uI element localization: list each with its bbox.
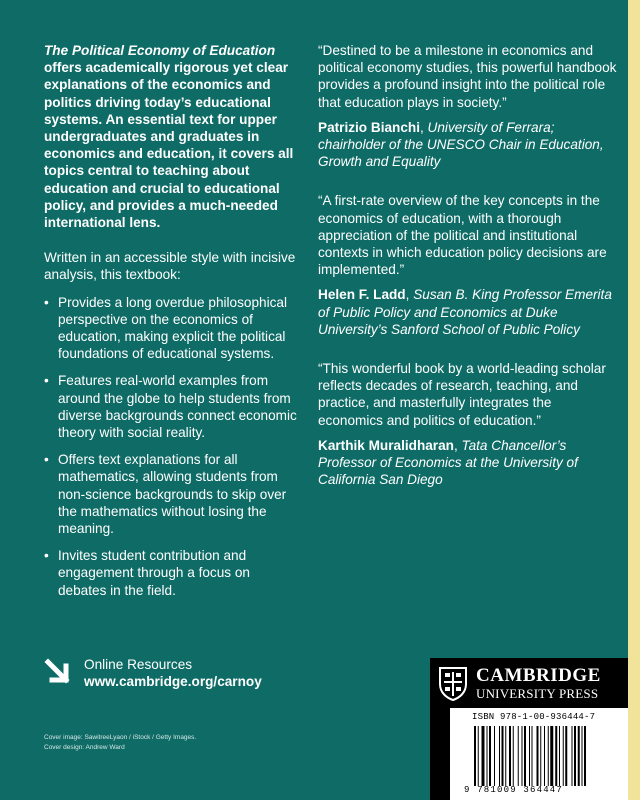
cambridge-shield-icon [438,666,468,702]
book-title: The Political Economy of Education [44,43,276,58]
endorser-name: Helen F. Ladd [318,287,406,303]
feature-list [44,294,302,599]
endorser-name: Karthik Muralidharan [318,437,454,453]
isbn-label: ISBN 978-1-00-936444-7 [472,712,596,722]
online-resources[interactable] [44,656,262,690]
bullet-icon: • [44,548,49,564]
endorsement [318,192,618,338]
arrow-down-right-icon [44,658,74,688]
list-item: • Offers text explanations for all mathematics, allowing students from non-science backgrounds to skip over the mathematics without losing the meaning. [44,452,287,537]
description-column [44,42,302,609]
quote-attribution: Helen F. Ladd, Susan B. King Professor Emerita of Public Policy and Economics at Duke University’s Sanford School of Public Policy [318,287,612,337]
quote-attribution: Karthik Muralidharan, Tata Chancellor’s Professor of Economics at the University of California San Diego [318,437,578,488]
online-resources-link[interactable]: www.cambridge.org/carnoy [84,674,262,689]
cover-credits [44,733,196,753]
spine-strip [628,0,640,800]
lead-sentence: Written in an accessible style with incisive analysis, this textbook: [44,250,296,283]
bullet-icon: • [44,452,49,468]
barcode [450,708,628,800]
online-resources-label: Online Resources [84,657,193,672]
endorsement [318,360,618,488]
quote-text: “This wonderful book by a world-leading scholar reflects decades of research, teaching, and practice, and masterfully integrates the economics and politics of education.” [318,361,606,428]
quote-text: “Destined to be a milestone in economics and political economy studies, this powerful handbook provides a profound insight into the political role that education plays in society.” [318,43,617,110]
publisher-name: CAMBRIDGE UNIVERSITY PRESS [476,665,601,701]
bullet-icon: • [44,373,49,389]
intro-paragraph [44,42,302,231]
quote-text: “A first-rate overview of the key concepts in the economics of education, with a thorough appreciation of the political and institutional contexts in which education policy decisions are implemented.” [318,193,607,278]
quote-attribution: Patrizio Bianchi, University of Ferrara; chairholder of the UNESCO Chair in Education, Growth and Equality [318,119,604,170]
barcode-number: 9 781009 364447 [464,785,564,795]
publisher-block [430,658,628,800]
endorsements-column [318,42,618,510]
list-item: • Features real-world examples from around the globe to help students from diverse backgrounds connect economic theory with social reality. [44,373,297,441]
endorsement [318,42,618,170]
bullet-icon: • [44,294,49,310]
endorser-affiliation: Tata Chancellor’s Professor of Economics at the University of California San Diego [318,437,578,488]
intro-text: offers academically rigorous yet clear explanations of the economics and politics driving today’s educational systems. An essential text for upper undergraduates and graduates in economics and education, it covers all topics central to teaching about education and crucial to educational policy, and provides a much-needed international lens. [44,60,294,231]
cover-image-credit: Cover image: SawitreeLyaon / iStock / Getty Images. [44,734,197,741]
endorser-affiliation: University of Ferrara; chairholder of the UNESCO Chair in Education, Growth and Equality [318,119,604,170]
endorser-affiliation: Susan B. King Professor Emerita of Public Policy and Economics at Duke University’s Sanford School of Public Policy [318,287,612,337]
list-item: • Provides a long overdue philosophical perspective on the economics of education, making explicit the political foundations of educational systems. [44,294,287,362]
cover-design-credit: Cover design: Andrew Ward [44,744,125,751]
barcode-bars [474,726,620,786]
list-item: • Invites student contribution and engagement through a focus on debates in the field. [44,548,250,598]
endorser-name: Patrizio Bianchi [318,119,420,135]
